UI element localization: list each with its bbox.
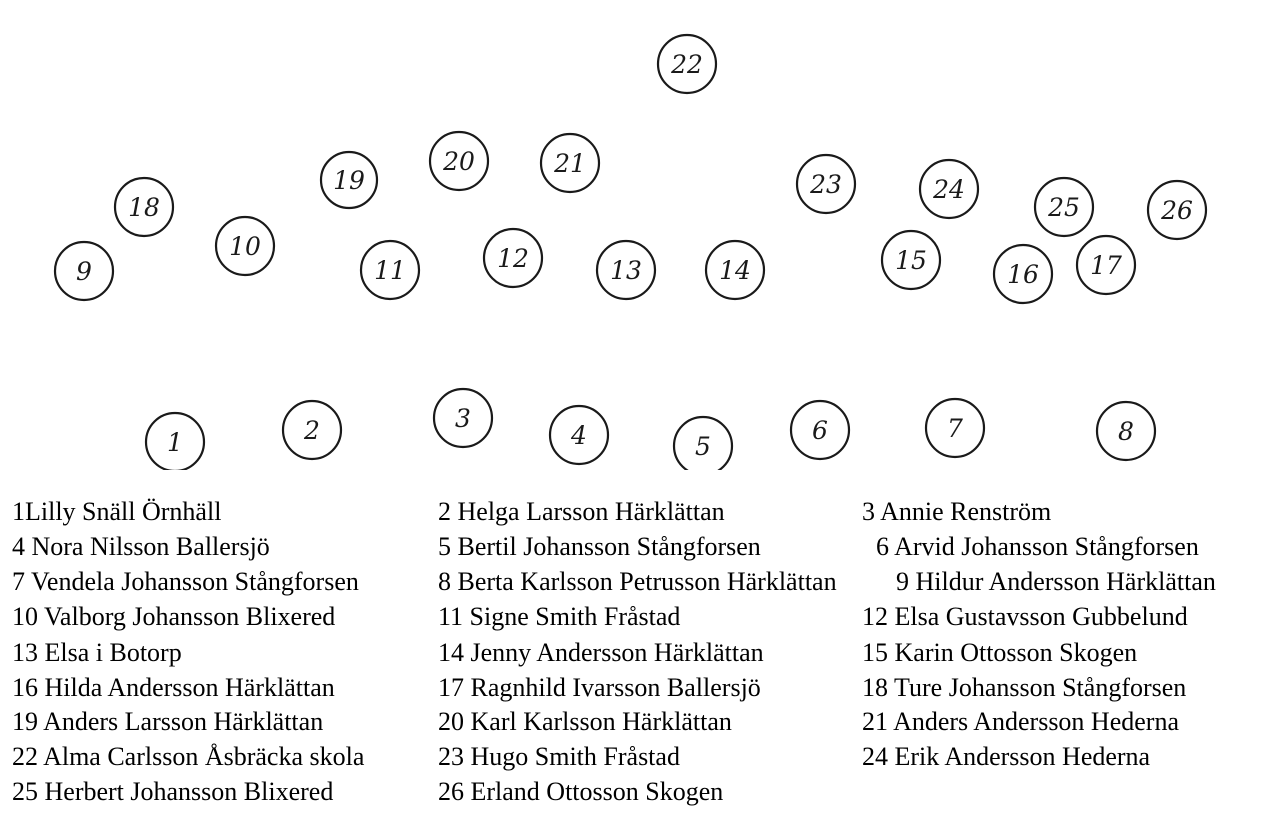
- legend-entry: 11 Signe Smith Fråstad: [438, 602, 681, 631]
- legend-entry: 17 Ragnhild Ivarsson Ballersjö: [438, 673, 761, 702]
- legend-entry: 12 Elsa Gustavsson Gubbelund: [862, 602, 1188, 631]
- legend-entry: 4 Nora Nilsson Ballersjö: [12, 532, 270, 561]
- seat-number: 13: [610, 256, 642, 285]
- legend-entry: 18 Ture Johansson Stångforsen: [862, 673, 1187, 702]
- seat-number: 7: [947, 414, 963, 443]
- seat-number: 2: [304, 416, 320, 445]
- seat-number: 25: [1048, 193, 1080, 222]
- seat-number: 3: [455, 404, 471, 433]
- legend-entry: 21 Anders Andersson Hederna: [862, 707, 1179, 736]
- seat-number: 11: [374, 256, 406, 285]
- seat-number: 22: [671, 50, 703, 79]
- seat-number: 8: [1118, 417, 1134, 446]
- legend-entry: 22 Alma Carlsson Åsbräcka skola: [12, 742, 365, 771]
- legend-entry: 8 Berta Karlsson Petrusson Härklättan: [438, 567, 837, 596]
- legend-entry: 19 Anders Larsson Härklättan: [12, 707, 324, 736]
- seat-number: 23: [810, 170, 842, 199]
- seat-number: 10: [229, 232, 261, 261]
- legend-entry: 3 Annie Renström: [862, 497, 1052, 526]
- legend-entry: 2 Helga Larsson Härklättan: [438, 497, 725, 526]
- legend-entry: 25 Herbert Johansson Blixered: [12, 777, 334, 806]
- seat-number: 18: [128, 193, 160, 222]
- seat-number: 20: [443, 147, 475, 176]
- seat-number: 19: [333, 166, 365, 195]
- seat-number: 15: [895, 246, 927, 275]
- seat-number: 12: [497, 244, 529, 273]
- seat-number: 9: [76, 257, 92, 286]
- legend-entry: 20 Karl Karlsson Härklättan: [438, 707, 732, 736]
- legend-entry: 16 Hilda Andersson Härklättan: [12, 673, 335, 702]
- seat-number: 14: [719, 256, 751, 285]
- seat-number: 24: [933, 175, 965, 204]
- seat-number: 21: [554, 149, 586, 178]
- legend-entry: 6 Arvid Johansson Stångforsen: [876, 532, 1199, 561]
- seat-number: 26: [1161, 196, 1193, 225]
- legend-entry: 13 Elsa i Botorp: [12, 638, 182, 667]
- legend-entry: 9 Hildur Andersson Härklättan: [896, 567, 1216, 596]
- legend-entry: 5 Bertil Johansson Stångforsen: [438, 532, 761, 561]
- seat-number: 5: [695, 432, 711, 461]
- legend-entry: 14 Jenny Andersson Härklättan: [438, 638, 764, 667]
- legend-entry: 15 Karin Ottosson Skogen: [862, 638, 1138, 667]
- seat-number: 16: [1007, 260, 1039, 289]
- legend-entry: 1Lilly Snäll Örnhäll: [12, 497, 222, 526]
- seat-number: 4: [571, 421, 587, 450]
- seat-number: 1: [167, 428, 183, 457]
- legend-entry: 10 Valborg Johansson Blixered: [12, 602, 336, 631]
- legend-entry: 23 Hugo Smith Fråstad: [438, 742, 680, 771]
- seat-number: 6: [812, 416, 828, 445]
- legend-entry: 7 Vendela Johansson Stångforsen: [12, 567, 359, 596]
- legend-entry: 24 Erik Andersson Hederna: [862, 742, 1151, 771]
- legend-entry: 26 Erland Ottosson Skogen: [438, 777, 724, 806]
- seat-number: 17: [1090, 251, 1122, 280]
